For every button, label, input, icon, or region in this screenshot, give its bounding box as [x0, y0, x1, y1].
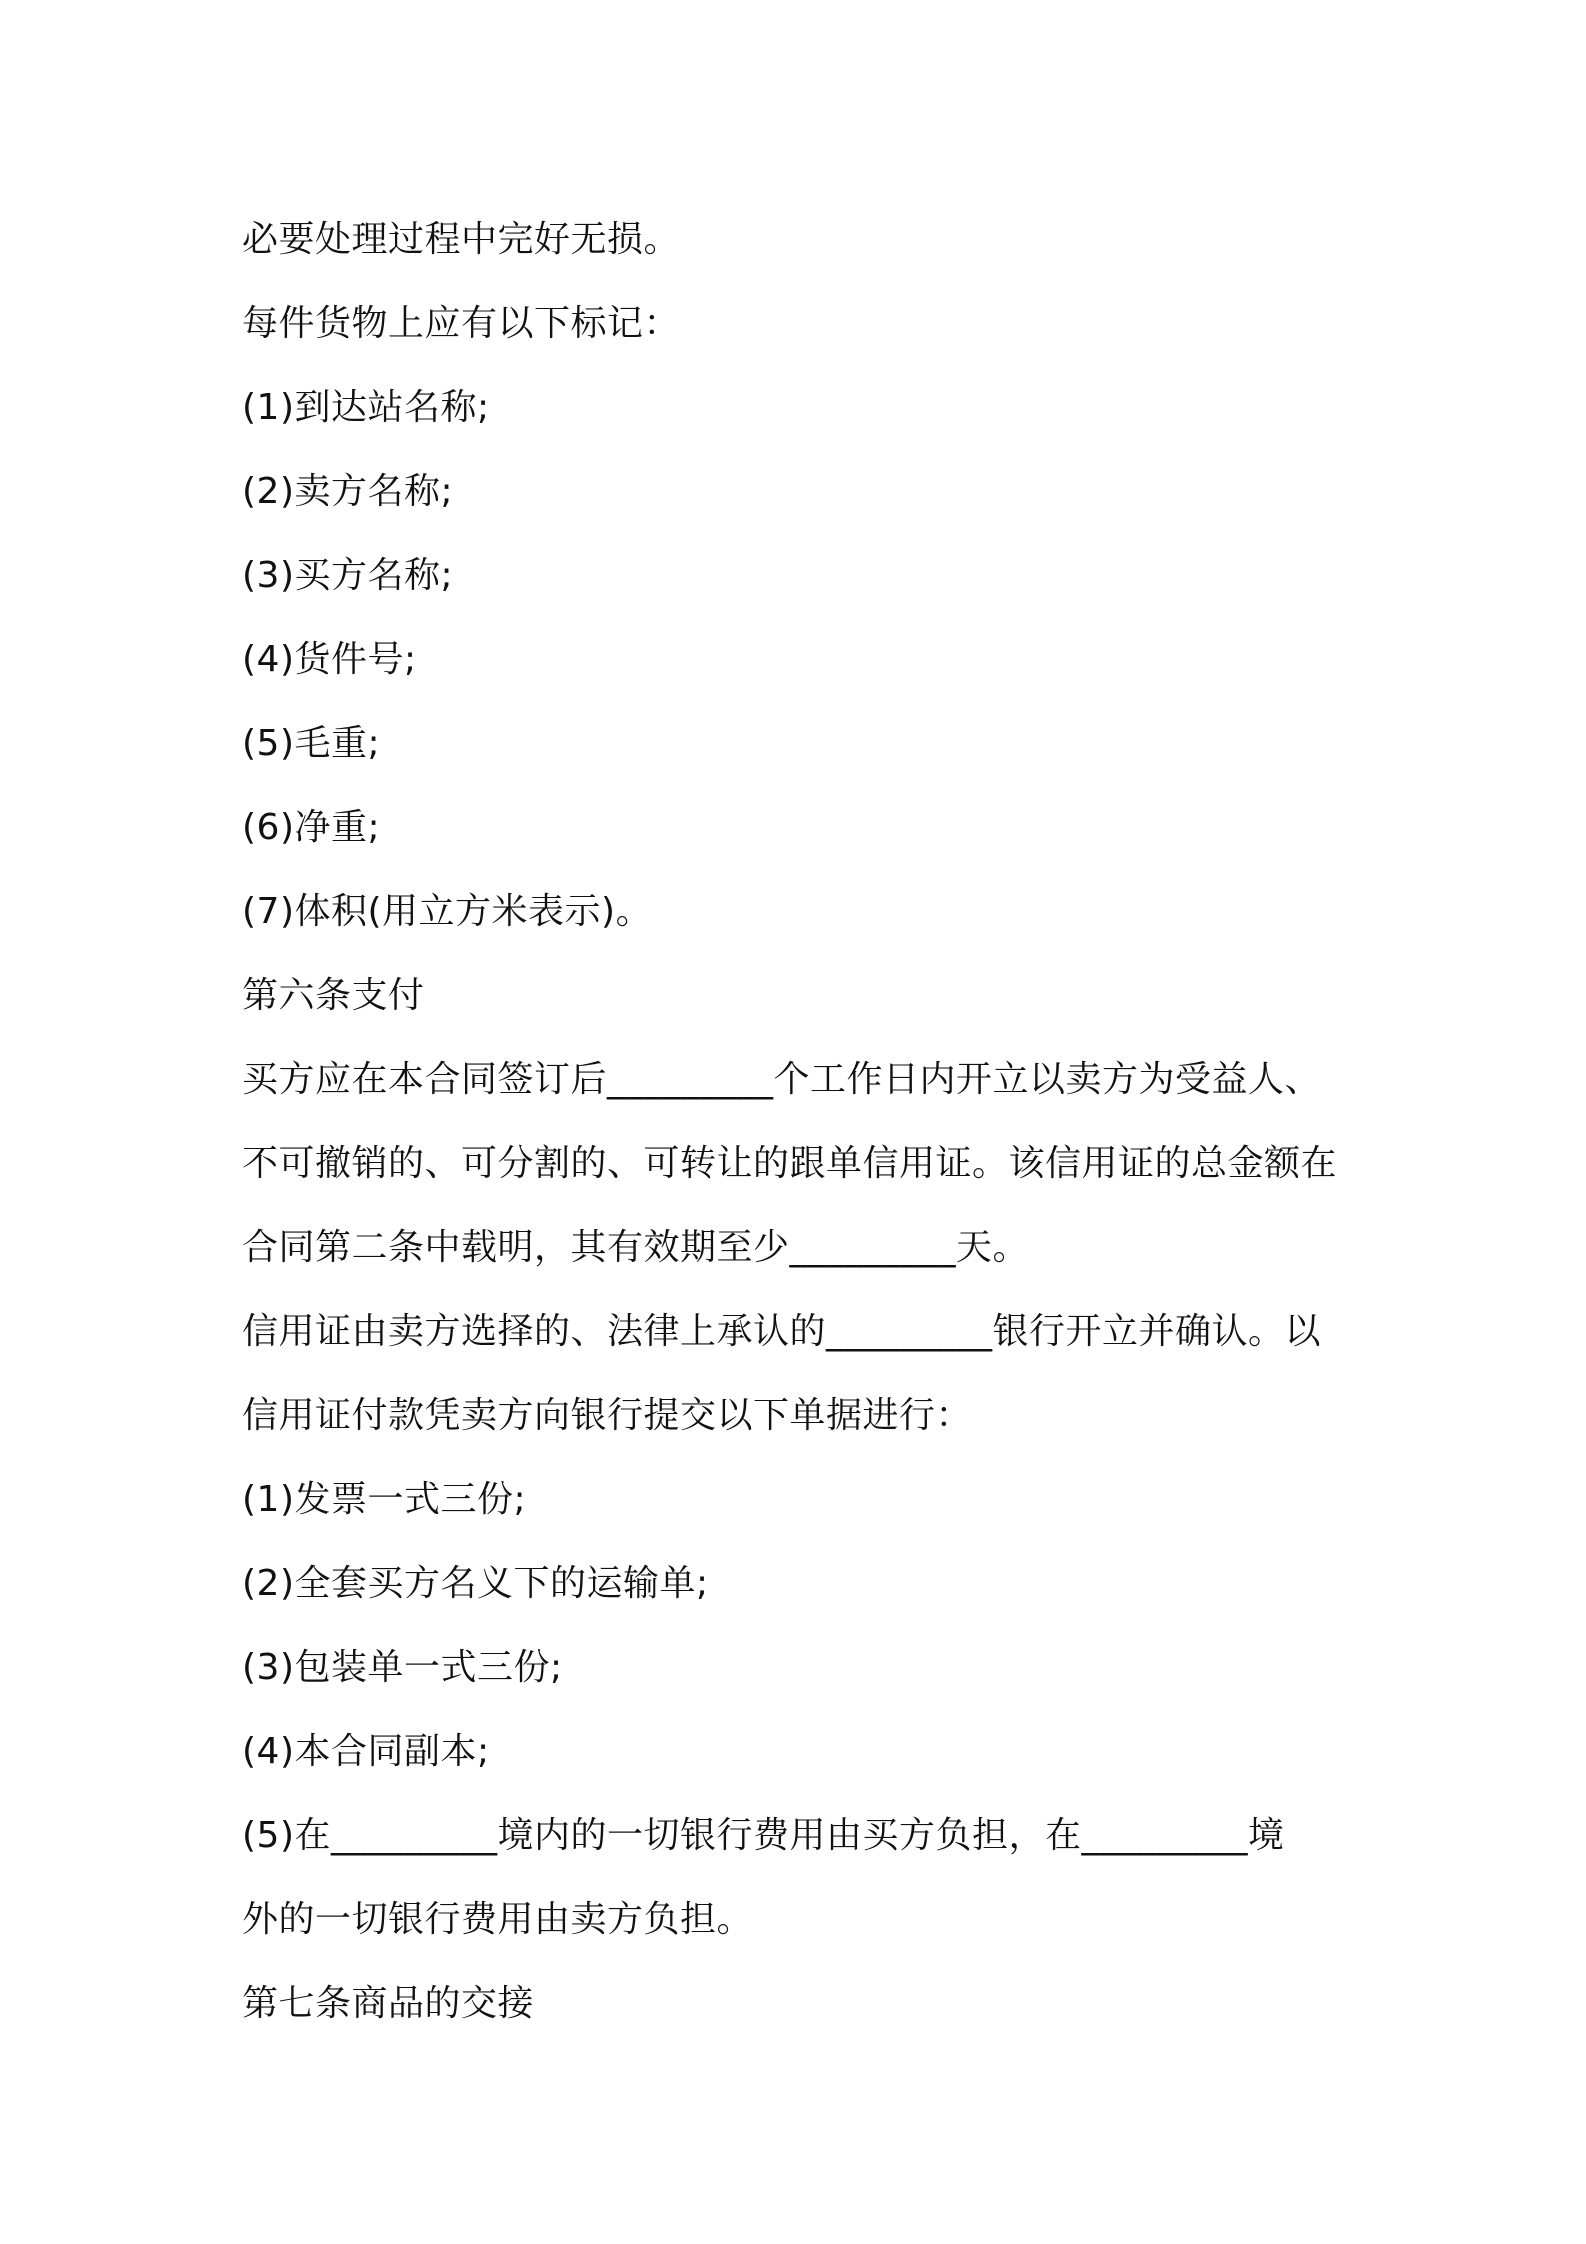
section-heading: 第六条支付 [242, 975, 425, 1016]
list-item: (4)本合同副本; [242, 1731, 490, 1772]
text-line: 信用证由卖方选择的、法律上承认的_________银行开立并确认。以 [242, 1311, 1322, 1352]
document-body [242, 198, 1362, 2046]
text-line: 每件货物上应有以下标记： [242, 303, 681, 344]
text-line: 外的一切银行费用由卖方负担。 [242, 1899, 754, 1940]
list-item: (5)毛重; [242, 723, 381, 764]
text-line: 买方应在本合同签订后_________个工作日内开立以卖方为受益人、 [242, 1059, 1322, 1100]
text-line: 必要处理过程中完好无损。 [242, 219, 681, 260]
text-line: 信用证付款凭卖方向银行提交以下单据进行： [242, 1395, 973, 1436]
list-item: (6)净重; [242, 807, 381, 848]
list-item: (5)在_________境内的一切银行费用由买方负担，在_________境 [242, 1815, 1285, 1856]
section-heading: 第七条商品的交接 [242, 1983, 535, 2024]
list-item: (1)发票一式三份; [242, 1479, 527, 1520]
list-item: (2)卖方名称; [242, 471, 454, 512]
list-item: (7)体积(用立方米表示)。 [242, 891, 653, 932]
text-line: 合同第二条中载明，其有效期至少_________天。 [242, 1227, 1030, 1268]
text-line: 不可撤销的、可分割的、可转让的跟单信用证。该信用证的总金额在 [242, 1143, 1338, 1184]
list-item: (2)全套买方名义下的运输单; [242, 1563, 709, 1604]
list-item: (3)买方名称; [242, 555, 454, 596]
list-item: (3)包装单一式三份; [242, 1647, 563, 1688]
list-item: (4)货件号; [242, 639, 417, 680]
list-item: (1)到达站名称; [242, 387, 490, 428]
